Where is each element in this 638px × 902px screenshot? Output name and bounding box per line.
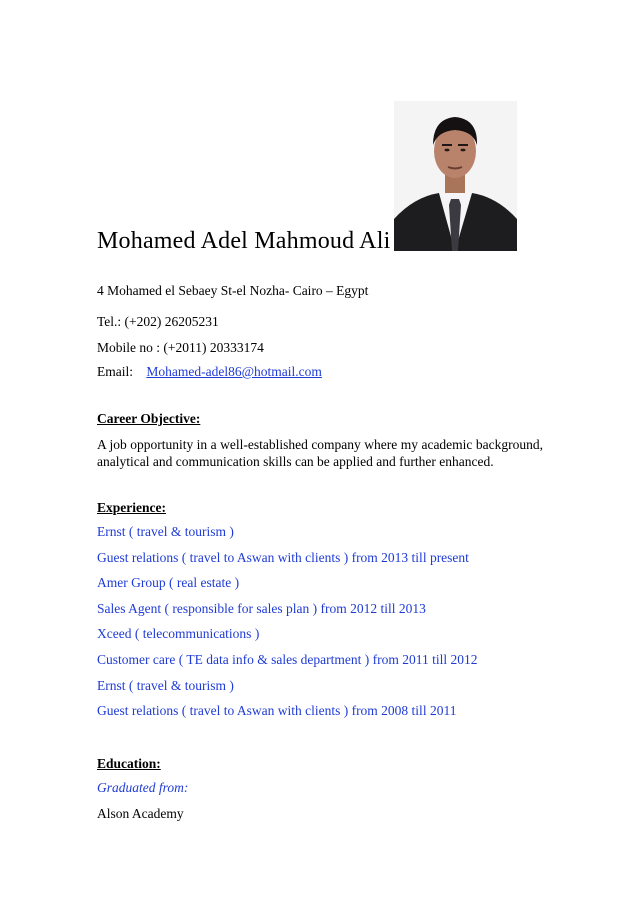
graduated-from-label: Graduated from: xyxy=(97,780,189,795)
experience-item: Guest relations ( travel to Aswan with clients ) from 2008 till 2011 xyxy=(97,703,457,719)
telephone: Tel.: (+202) 26205231 xyxy=(97,314,219,329)
candidate-name: Mohamed Adel Mahmoud Ali xyxy=(97,228,391,254)
experience-heading: Experience: xyxy=(97,500,166,515)
career-objective-heading: Career Objective: xyxy=(97,411,201,426)
mobile-number: Mobile no : (+2011) 20333174 xyxy=(97,340,264,355)
experience-item: Amer Group ( real estate ) xyxy=(97,575,240,591)
email-row xyxy=(97,364,322,380)
experience-item: Ernst ( travel & tourism ) xyxy=(97,524,234,539)
profile-photo xyxy=(394,101,517,251)
career-objective-text: A job opportunity in a well-established company where my academic background, analytical and communication skills can be applied and further enhanced. xyxy=(97,437,543,469)
experience-list xyxy=(97,524,478,729)
email-link[interactable]: Mohamed-adel86@hotmail.com xyxy=(146,364,322,379)
experience-item: Ernst ( travel & tourism ) xyxy=(97,677,234,693)
education-heading: Education: xyxy=(97,756,161,771)
experience-item: Xceed ( telecommunications ) xyxy=(97,626,260,642)
experience-item: Customer care ( TE data info & sales department ) from 2011 till 2012 xyxy=(97,651,478,667)
school-name: Alson Academy xyxy=(97,806,184,821)
experience-item: Guest relations ( travel to Aswan with clients ) from 2013 till present xyxy=(97,549,469,565)
address: 4 Mohamed el Sebaey St-el Nozha- Cairo – Egypt xyxy=(97,283,369,298)
email-label: Email: xyxy=(97,364,133,379)
experience-item: Sales Agent ( responsible for sales plan ) from 2012 till 2013 xyxy=(97,600,426,616)
